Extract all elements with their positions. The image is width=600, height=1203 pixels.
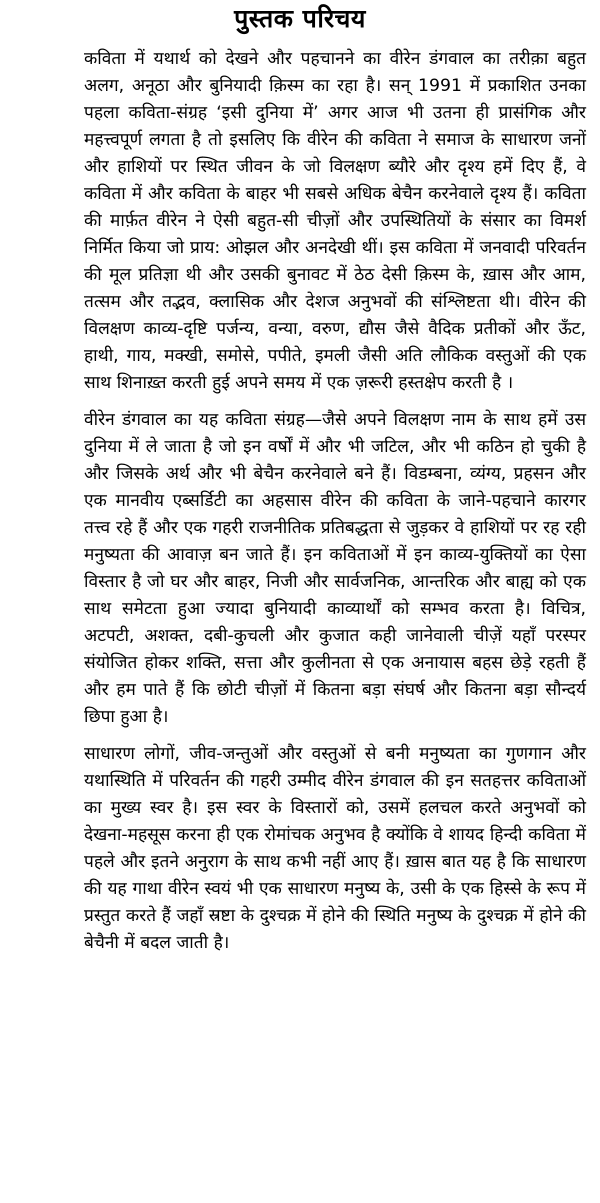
paragraph-1: कविता में यथार्थ को देखने और पहचानने का वीरेन डंगवाल का तरीक़ा बहुत अलग, अनूठा और बुनियादी क़िस्म का रहा है। सन् 1991 में प्रकाशित उनका पहला कविता-संग्रह ‘इसी दुनिया में’ अगर आज भी उतना ही प्रासंगिक और महत्त्वपूर्ण लगता है तो इसलिए कि वीरेन की कविता ने समाज के साधारण जनों और हाशियों पर स्थित जीवन के जो विलक्षण ब्यौरे और दृश्य हमें दिए हैं, वे कविता में और कविता के बाहर भी सबसे अधिक बेचैन करनेवाले दृश्य हैं। कविता की मार्फ़त वीरेन ने ऐसी बहुत-सी चीज़ों और उपस्थितियों के संसार का विमर्श निर्मित किया जो प्राय: ओझल और अनदेखी थीं। इस कविता में जनवादी परिवर्तन की मूल प्रतिज्ञा थी और उसकी बुनावट में ठेठ देसी क़िस्म के, ख़ास और आम, तत्सम और तद्भव, क्लासिक और देशज अनुभवों की संश्लिष्टता थी। वीरेन की विलक्षण काव्य-दृष्टि पर्जन्य, वन्या, वरुण, द्यौस जैसे वैदिक प्रतीकों और ऊँट, हाथी, गाय, मक्खी, समोसे, पपीते, इमली जैसी अति लौकिक वस्तुओं की एक साथ शिनाख़्त करती हुई अपने समय में एक ज़रूरी हस्तक्षेप करती है ।	[84, 49, 586, 393]
paragraph-3: साधारण लोगों, जीव-जन्तुओं और वस्तुओं से बनी मनुष्यता का गुणगान और यथास्थिति में परिवर्तन की गहरी उम्मीद वीरेन डंगवाल की इन सतहत्तर कविताओं का मुख्य स्वर है। इस स्वर के विस्तारों को, उसमें हलचल करते अनुभवों को देखना-महसूस करना ही एक रोमांचक अनुभव है क्योंकि वे शायद हिन्दी कविता में पहले और इतने अनुराग के साथ कभी नहीं आए हैं। ख़ास बात यह है कि साधारण की यह गाथा वीरेन स्वयं भी एक साधारण मनुष्य के, उसी के एक हिस्से के रूप में प्रस्तुत करते हैं जहाँ स्रष्टा के दुश्चक्र में होने की स्थिति मनुष्य के दुश्चक्र में होने की बेचैनी में बदल जाती है।	[84, 744, 586, 953]
page-title: पुस्तक परिचय	[234, 4, 366, 33]
paragraph-2: वीरेन डंगवाल का यह कविता संग्रह—जैसे अपने विलक्षण नाम के साथ हमें उस दुनिया में ले जाता है जो इन वर्षों में और भी जटिल, और भी कठिन हो चुकी है और जिसके अर्थ और भी बेचैन करनेवाले बने हैं। विडम्बना, व्यंग्य, प्रहसन और एक मानवीय एब्सर्डिटी का अहसास वीरेन की कविता के जाने-पहचाने कारगर तत्त्व रहे हैं और एक गहरी राजनीतिक प्रतिबद्धता से जुड़कर वे हाशियों पर रह रही मनुष्यता की आवाज़ बन जाते हैं। इन कविताओं में इन काव्य-युक्तियों का ऐसा विस्तार है जो घर और बाहर, निजी और सार्वजनिक, आन्तरिक और बाह्य को एक साथ समेटता हुआ ज्यादा बुनियादी काव्यार्थों को सम्भव करता है। विचित्र, अटपटी, अशक्त, दबी-कुचली और कुजात कही जानेवाली चीज़ें यहाँ परस्पर संयोजित होकर शक्ति, सत्ता और कुलीनता से एक अनायास बहस छेड़े रहती हैं और हम पाते हैं कि छोटी चीज़ों में कितना बड़ा संघर्ष और कितना बड़ा सौन्दर्य छिपा हुआ है।	[84, 410, 586, 727]
